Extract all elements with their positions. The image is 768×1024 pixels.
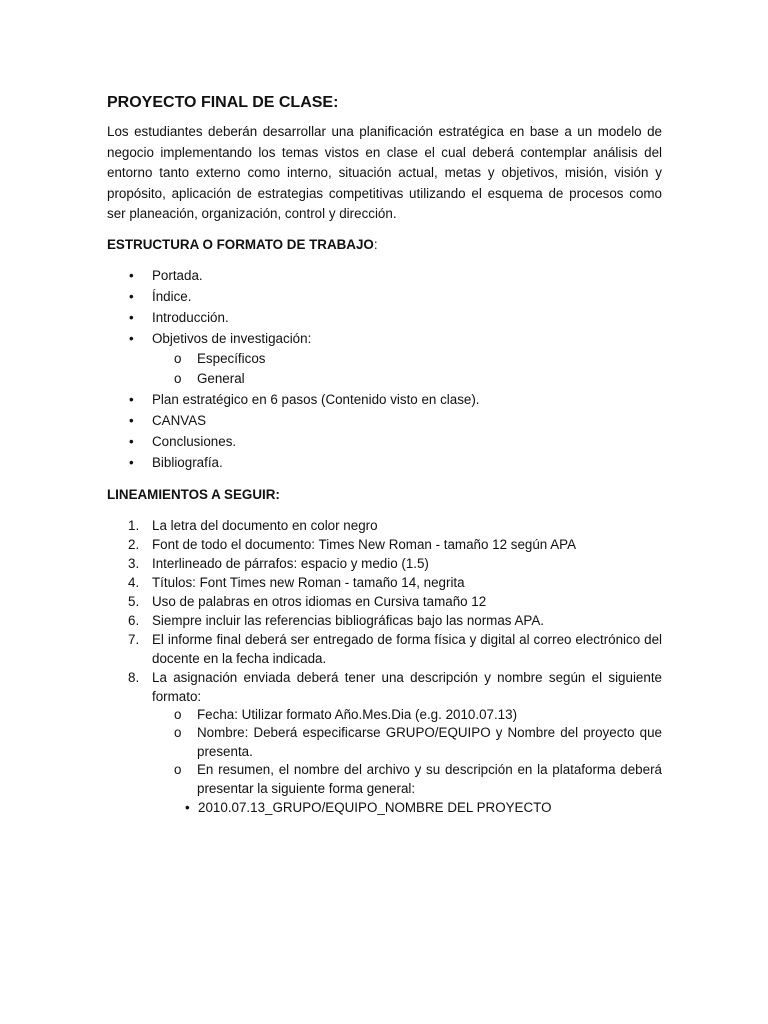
item-number: 3. <box>128 555 140 571</box>
circle-bullet-icon: o <box>174 371 182 386</box>
numbered-item-text: Siempre incluir las referencias bibliográficas bajo las normas APA. <box>152 612 544 628</box>
bullet-icon: • <box>129 413 134 428</box>
numbered-item-text: El informe final deberá ser entregado de forma física y digital al correo electrónico del docente en la fecha indicada. <box>152 631 662 666</box>
item-number: 2. <box>128 536 140 552</box>
sub-list-item-text: Específicos <box>197 351 266 366</box>
structure-heading-text: ESTRUCTURA O FORMATO DE TRABAJO <box>107 236 374 252</box>
objectives-sublist <box>152 349 662 389</box>
format-sublist <box>152 706 662 799</box>
sub-list-item-text: Nombre: Deberá especificarse GRUPO/EQUIPO y Nombre del proyecto que presenta. <box>197 725 662 759</box>
sub-list-item <box>152 349 662 369</box>
guidelines-list <box>107 516 662 799</box>
bullet-icon: • <box>185 800 190 815</box>
sub-list-item <box>152 369 662 389</box>
structure-list <box>107 265 662 473</box>
list-item-text: Introducción. <box>152 310 229 325</box>
sub-list-item-text: General <box>197 371 245 386</box>
numbered-item <box>107 516 662 535</box>
list-item-text: Bibliografía. <box>152 455 223 470</box>
intro-paragraph: Los estudiantes deberán desarrollar una planificación estratégica en base a un modelo de negocio implementando los temas vistos en clase el cual deberá contemplar análisis del entorno tanto externo como interno, situación actual, metas y objetivos, misión, visión y propósito, aplicación de estrategias competitivas utilizando el esquema de procesos como ser planeación, organización, control y dirección. <box>107 124 662 221</box>
list-item <box>107 389 662 410</box>
numbered-item-text: La asignación enviada deberá tener una descripción y nombre según el siguiente formato: <box>152 669 662 704</box>
sub-list-item <box>152 706 662 725</box>
list-item <box>107 307 662 328</box>
filename-example-text: 2010.07.13_GRUPO/EQUIPO_NOMBRE DEL PROYECTO <box>198 800 552 815</box>
bullet-icon: • <box>129 434 134 449</box>
list-item-text: Objetivos de investigación: <box>152 331 312 346</box>
list-item-text: Plan estratégico en 6 pasos (Contenido visto en clase). <box>152 392 480 407</box>
sub-list-item <box>152 761 662 798</box>
numbered-item <box>107 668 662 799</box>
bullet-icon: • <box>129 455 134 470</box>
item-number: 8. <box>128 669 140 685</box>
circle-bullet-icon: o <box>174 762 182 777</box>
sub-list-item-text: En resumen, el nombre del archivo y su descripción en la plataforma deberá presentar la siguiente forma general: <box>197 762 662 796</box>
circle-bullet-icon: o <box>174 351 182 366</box>
list-item <box>107 328 662 389</box>
numbered-item-text: Títulos: Font Times new Roman - tamaño 14, negrita <box>152 574 465 590</box>
guidelines-heading: LINEAMIENTOS A SEGUIR: <box>107 487 280 502</box>
numbered-item <box>107 630 662 668</box>
bullet-icon: • <box>129 331 134 346</box>
bullet-icon: • <box>129 289 134 304</box>
list-item <box>107 286 662 307</box>
list-item <box>107 452 662 473</box>
document-title: PROYECTO FINAL DE CLASE: <box>107 94 339 111</box>
bullet-icon: • <box>129 310 134 325</box>
item-number: 4. <box>128 574 140 590</box>
numbered-item <box>107 592 662 611</box>
list-item <box>107 431 662 452</box>
numbered-item <box>107 535 662 554</box>
structure-heading <box>107 235 662 256</box>
filename-example <box>107 798 662 817</box>
structure-heading-colon: : <box>373 236 378 252</box>
item-number: 6. <box>128 612 140 628</box>
list-item-text: Conclusiones. <box>152 434 237 449</box>
bullet-icon: • <box>129 268 134 283</box>
list-item-text: Índice. <box>152 289 192 304</box>
list-item-text: Portada. <box>152 268 203 283</box>
circle-bullet-icon: o <box>174 725 182 740</box>
item-number: 5. <box>128 593 140 609</box>
item-number: 1. <box>128 517 140 533</box>
document-page <box>107 92 662 817</box>
numbered-item <box>107 554 662 573</box>
sub-list-item-text: Fecha: Utilizar formato Año.Mes.Dia (e.g. 2010.07.13) <box>197 706 518 722</box>
list-item <box>107 265 662 286</box>
bullet-icon: • <box>129 392 134 407</box>
item-number: 7. <box>128 631 140 647</box>
numbered-item <box>107 611 662 630</box>
numbered-item-text: Interlineado de párrafos: espacio y medio (1.5) <box>152 555 429 571</box>
list-item <box>107 410 662 431</box>
numbered-item-text: Font de todo el documento: Times New Roman - tamaño 12 según APA <box>152 536 577 552</box>
sub-list-item <box>152 724 662 761</box>
numbered-item-text: Uso de palabras en otros idiomas en Cursiva tamaño 12 <box>152 593 487 609</box>
numbered-item <box>107 573 662 592</box>
list-item-text: CANVAS <box>152 413 207 428</box>
circle-bullet-icon: o <box>174 706 182 722</box>
numbered-item-text: La letra del documento en color negro <box>152 517 378 533</box>
